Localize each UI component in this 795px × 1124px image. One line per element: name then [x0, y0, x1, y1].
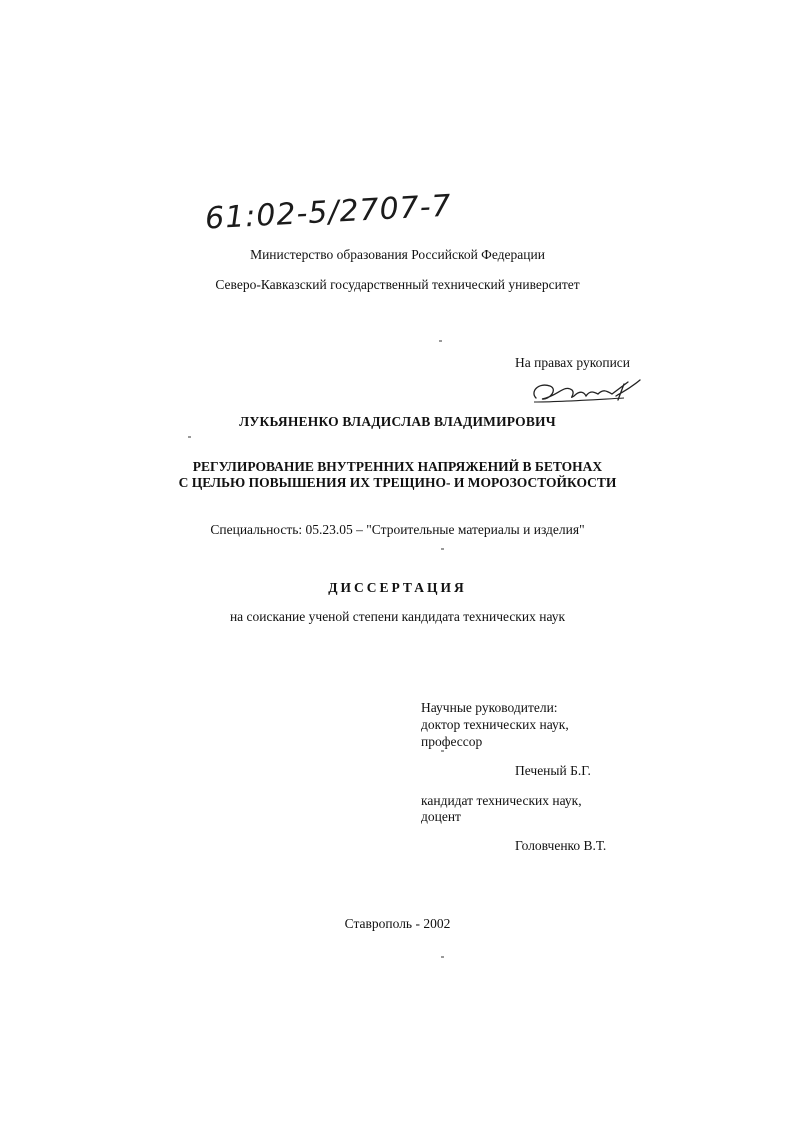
supervisors-heading: Научные руководители:: [421, 700, 558, 715]
scan-speck: [441, 956, 444, 958]
ministry-name: Министерство образования Российской Федерации: [250, 247, 545, 262]
handwritten-catalog-code: 61:02-5/2707-7: [204, 188, 453, 237]
specialty: Специальность: 05.23.05 – "Строительные материалы и изделия": [210, 522, 585, 537]
scan-speck: [441, 750, 444, 752]
supervisor-2-degree: кандидат технических наук,: [421, 793, 582, 808]
supervisor-1-degree: доктор технических наук,: [421, 717, 569, 732]
signature-image: [528, 372, 648, 412]
title-line-1: РЕГУЛИРОВАНИЕ ВНУТРЕННИХ НАПРЯЖЕНИЙ В БЕТОНАХ: [192, 459, 603, 474]
supervisor-1-name: Печеный Б.Г.: [515, 763, 591, 778]
supervisor-2-name: Головченко В.Т.: [515, 838, 607, 853]
scan-speck: [441, 548, 444, 550]
supervisor-1-rank: профессор: [421, 734, 483, 749]
author-name: ЛУКЬЯНЕНКО ВЛАДИСЛАВ ВЛАДИМИРОВИЧ: [239, 414, 556, 429]
title-line-2: С ЦЕЛЬЮ ПОВЫШЕНИЯ ИХ ТРЕЩИНО- И МОРОЗОСТОЙКОСТИ: [178, 475, 617, 490]
degree-line: на соискание ученой степени кандидата технических наук: [229, 609, 566, 624]
scan-speck: [188, 436, 191, 438]
scan-speck: [439, 340, 442, 342]
university-name: Северо-Кавказский государственный технический университет: [215, 277, 580, 292]
rights-note: На правах рукописи: [515, 355, 631, 370]
supervisor-2-rank: доцент: [421, 809, 461, 824]
city-year: Ставрополь - 2002: [344, 916, 451, 931]
document-type: ДИССЕРТАЦИЯ: [328, 580, 467, 595]
